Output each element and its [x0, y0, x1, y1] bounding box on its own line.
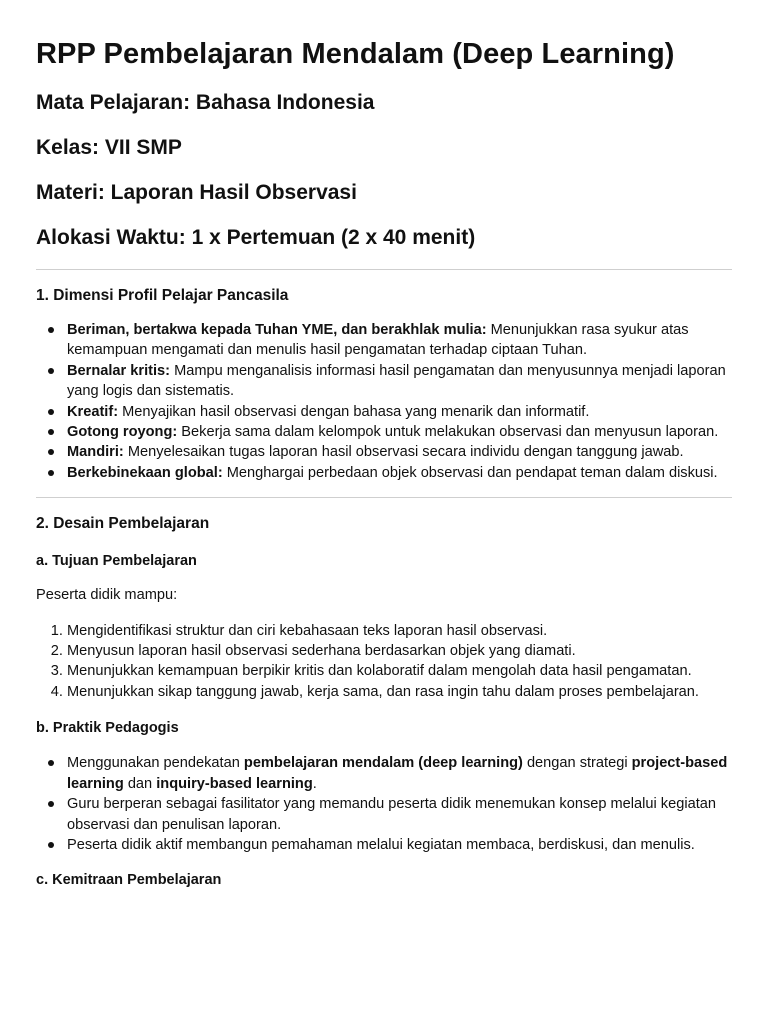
list-item: [67, 463, 732, 483]
item-text: dengan strategi: [522, 755, 632, 772]
item-label: Bernalar kritis:: [67, 362, 171, 379]
item-text: Menyajikan hasil observasi dengan bahasa yang menarik dan informatif.: [118, 403, 590, 420]
list-item: [67, 442, 732, 462]
list-item: [67, 753, 732, 794]
item-label: Mandiri:: [67, 444, 124, 461]
item-emphasis: pembelajaran mendalam (deep learning): [243, 755, 523, 772]
list-item: [67, 320, 732, 361]
subsection-title-kemitraan: c. Kemitraan Pembelajaran: [36, 872, 222, 889]
material-heading: Materi: Laporan Hasil Observasi: [36, 181, 357, 204]
intro-paragraph: Peserta didik mampu:: [36, 587, 178, 604]
subsection-title-praktik: b. Praktik Pedagogis: [36, 720, 179, 737]
list-item: 1. Mengidentifikasi struktur dan ciri kebahasaan teks laporan hasil observasi.: [67, 621, 732, 641]
item-label: Gotong royong:: [67, 424, 178, 441]
item-emphasis: inquiry-based learning: [156, 775, 313, 792]
list-item: Guru berperan sebagai fasilitator yang memandu peserta didik menemukan konsep melalui kegiatan observasi dan penulisan laporan.: [67, 794, 732, 835]
list-item: [67, 422, 732, 442]
item-text: Menghargai perbedaan objek observasi dan pendapat teman dalam diskusi.: [222, 464, 718, 481]
item-text: Menggunakan pendekatan: [67, 755, 244, 772]
profil-list: [36, 320, 732, 483]
divider: [36, 269, 732, 270]
item-text: Bekerja sama dalam kelompok untuk melakukan observasi dan menyusun laporan.: [177, 424, 719, 441]
list-item: [67, 402, 732, 422]
tujuan-list: [36, 621, 732, 703]
item-label: Kreatif:: [67, 403, 119, 420]
divider: [36, 497, 732, 498]
time-allocation-heading: Alokasi Waktu: 1 x Pertemuan (2 x 40 menit): [36, 226, 476, 249]
item-text: .: [312, 775, 317, 792]
subsection-title-tujuan: a. Tujuan Pembelajaran: [36, 553, 197, 570]
subject-heading: Mata Pelajaran: Bahasa Indonesia: [36, 91, 375, 114]
item-text: dan: [123, 775, 157, 792]
item-text: Menyelesaikan tugas laporan hasil observasi secara individu dengan tanggung jawab.: [123, 444, 684, 461]
list-item: 3. Menunjukkan kemampuan berpikir kritis dan kolaboratif dalam mengolah data hasil pengamatan.: [67, 661, 732, 681]
item-label: Berkebinekaan global:: [67, 464, 223, 481]
item-emphasis: project-based learning: [67, 755, 728, 792]
section-title-profil-pelajar: 1. Dimensi Profil Pelajar Pancasila: [36, 287, 289, 304]
item-text: Mampu menganalisis informasi hasil pengamatan dan menyusunnya menjadi laporan yang logis dan sistematis.: [67, 362, 726, 400]
list-item: 4. Menunjukkan sikap tanggung jawab, kerja sama, dan rasa ingin tahu dalam proses pembelajaran.: [67, 682, 732, 702]
list-item: [67, 361, 732, 402]
section-title-desain-pembelajaran: 2. Desain Pembelajaran: [36, 515, 210, 533]
list-item: Peserta didik aktif membangun pemahaman melalui kegiatan membaca, berdiskusi, dan menulis.: [67, 835, 732, 855]
class-heading: Kelas: VII SMP: [36, 136, 182, 159]
item-label: Beriman, bertakwa kepada Tuhan YME, dan berakhlak mulia:: [67, 322, 487, 338]
item-text: Menunjukkan rasa syukur atas kemampuan mengamati dan menulis hasil pengamatan terhadap ciptaan Tuhan.: [67, 322, 689, 359]
page-title: RPP Pembelajaran Mendalam (Deep Learning): [36, 38, 675, 70]
praktik-list: [36, 753, 732, 855]
list-item: 2. Menyusun laporan hasil observasi sederhana berdasarkan objek yang diamati.: [67, 641, 732, 661]
